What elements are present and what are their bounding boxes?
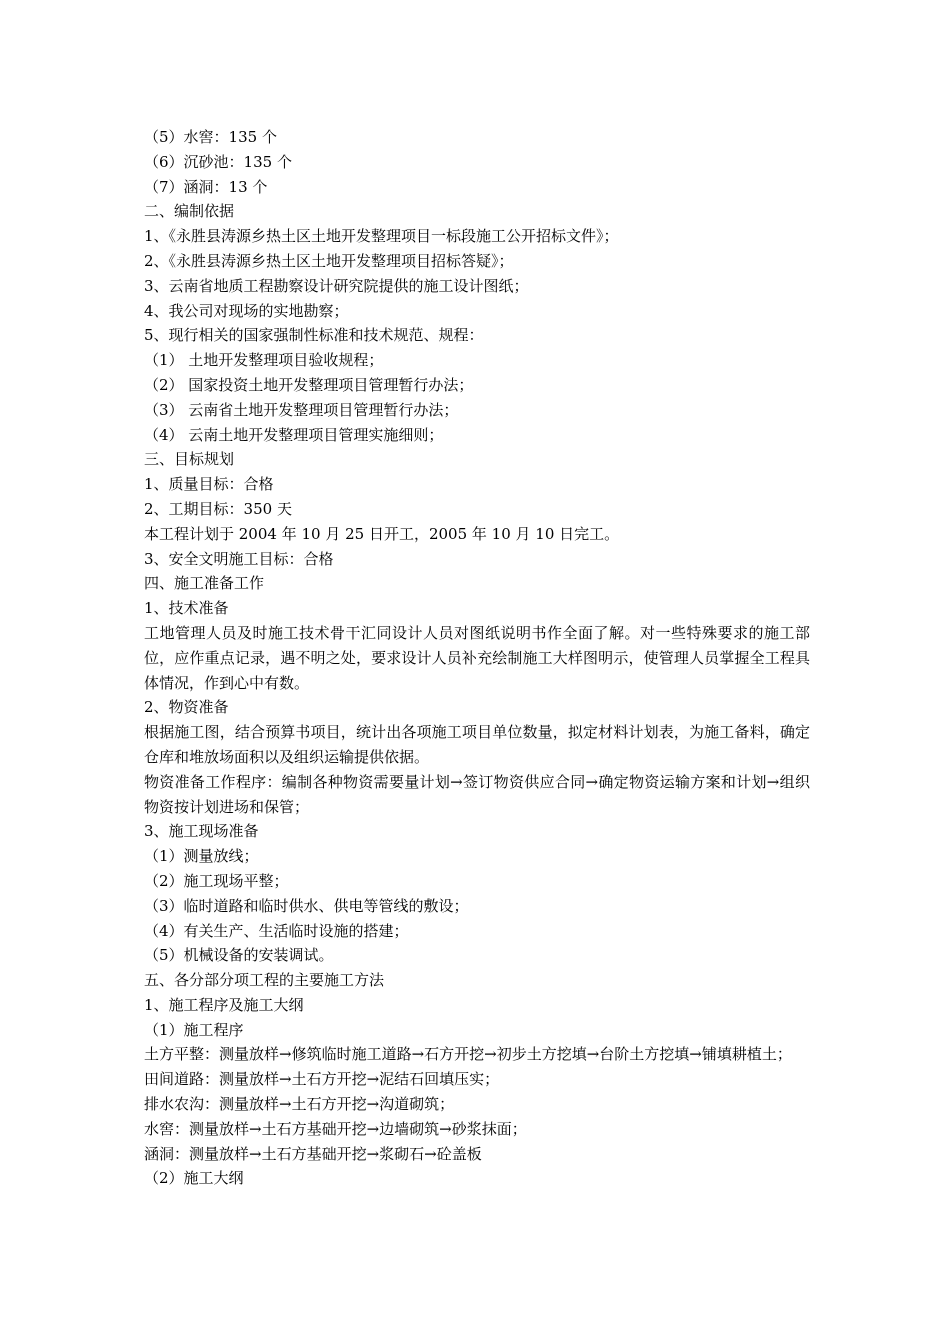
sub-heading: 2、物资准备 [144,698,229,717]
text-line: （4）有关生产、生活临时设施的搭建； [144,921,409,940]
paragraph-material-procedure: 物资准备工作程序：编制各种物资需要量计划→签订物资供应合同→确定物资运输方案和计划→组织物资按计划进场和保管； [144,772,810,816]
text-line: （5）水窖：135 个 [144,128,277,146]
text-line: 2、《永胜县涛源乡热土区土地开发整理项目招标答疑》； [144,251,514,270]
section-heading: 四、施工准备工作 [144,574,265,593]
text-line: （4） 云南土地开发整理项目管理实施细则； [144,425,444,444]
section-heading: 五、各分部分项工程的主要施工方法 [144,971,385,990]
text-line: 涵洞：测量放样→土石方基础开挖→浆砌石→砼盖板 [144,1144,482,1163]
text-line: 排水农沟：测量放样→土石方开挖→沟道砌筑； [144,1095,455,1114]
text-line: （6）沉砂池：135 个 [144,152,292,171]
text-line: 3、云南省地质工程勘察设计研究院提供的施工设计图纸； [144,276,529,295]
text-line: 2、工期目标：350 天 [144,499,292,518]
sub-heading: 1、技术准备 [144,599,229,618]
document-page [144,125,810,1191]
text-line: 田间道路：测量放样→土石方开挖→泥结石回填压实； [144,1070,500,1089]
text-line: 3、安全文明施工目标：合格 [144,549,334,568]
text-line: （3） 云南省土地开发整理项目管理暂行办法； [144,400,459,419]
paragraph-technical-preparation: 工地管理人员及时施工技术骨干汇同设计人员对图纸说明书作全面了解。对一些特殊要求的施工部位，应作重点记录，遇不明之处，要求设计人员补充绘制施工大样图明示，使管理人员掌握全工程具体情况，作到心中有数。 [144,623,810,692]
text-line: （2）施工现场平整； [144,871,289,890]
text-line: （1）施工程序 [144,1020,244,1039]
sub-heading: 1、施工程序及施工大纲 [144,995,304,1014]
paragraph-material-preparation: 根据施工图，结合预算书项目，统计出各项施工项目单位数量，拟定材料计划表，为施工备料，确定仓库和堆放场面积以及组织运输提供依据。 [144,723,810,766]
text-line: 本工程计划于 2004 年 10 月 25 日开工，2005 年 10 月 10 日完工。 [144,524,620,543]
section-heading: 三、目标规划 [144,450,235,469]
text-line: （7）涵洞：13 个 [144,177,268,196]
text-line: 4、我公司对现场的实地勘察； [144,301,349,320]
sub-heading: 3、施工现场准备 [144,822,259,841]
text-line: （3）临时道路和临时供水、供电等管线的敷设； [144,896,469,915]
text-line: 水窖：测量放样→土石方基础开挖→边墙砌筑→砂浆抹面； [144,1119,527,1138]
text-line: 5、现行相关的国家强制性标准和技术规范、规程： [144,326,484,345]
paragraph-earthwork-procedure: 土方平整：测量放样→修筑临时施工道路→石方开挖→初步土方挖填→台阶土方挖填→铺填耕植土； [144,1045,792,1064]
text-line: （1）测量放线； [144,847,259,866]
text-line: 1、质量目标：合格 [144,475,274,494]
section-heading: 二、编制依据 [144,202,235,221]
text-line: （1） 土地开发整理项目验收规程； [144,351,384,370]
text-line: （2） 国家投资土地开发整理项目管理暂行办法； [144,375,474,394]
text-line: （2）施工大纲 [144,1169,244,1188]
text-line: （5）机械设备的安装调试。 [144,946,334,965]
text-line: 1、《永胜县涛源乡热土区土地开发整理项目一标段施工公开招标文件》； [144,227,619,246]
